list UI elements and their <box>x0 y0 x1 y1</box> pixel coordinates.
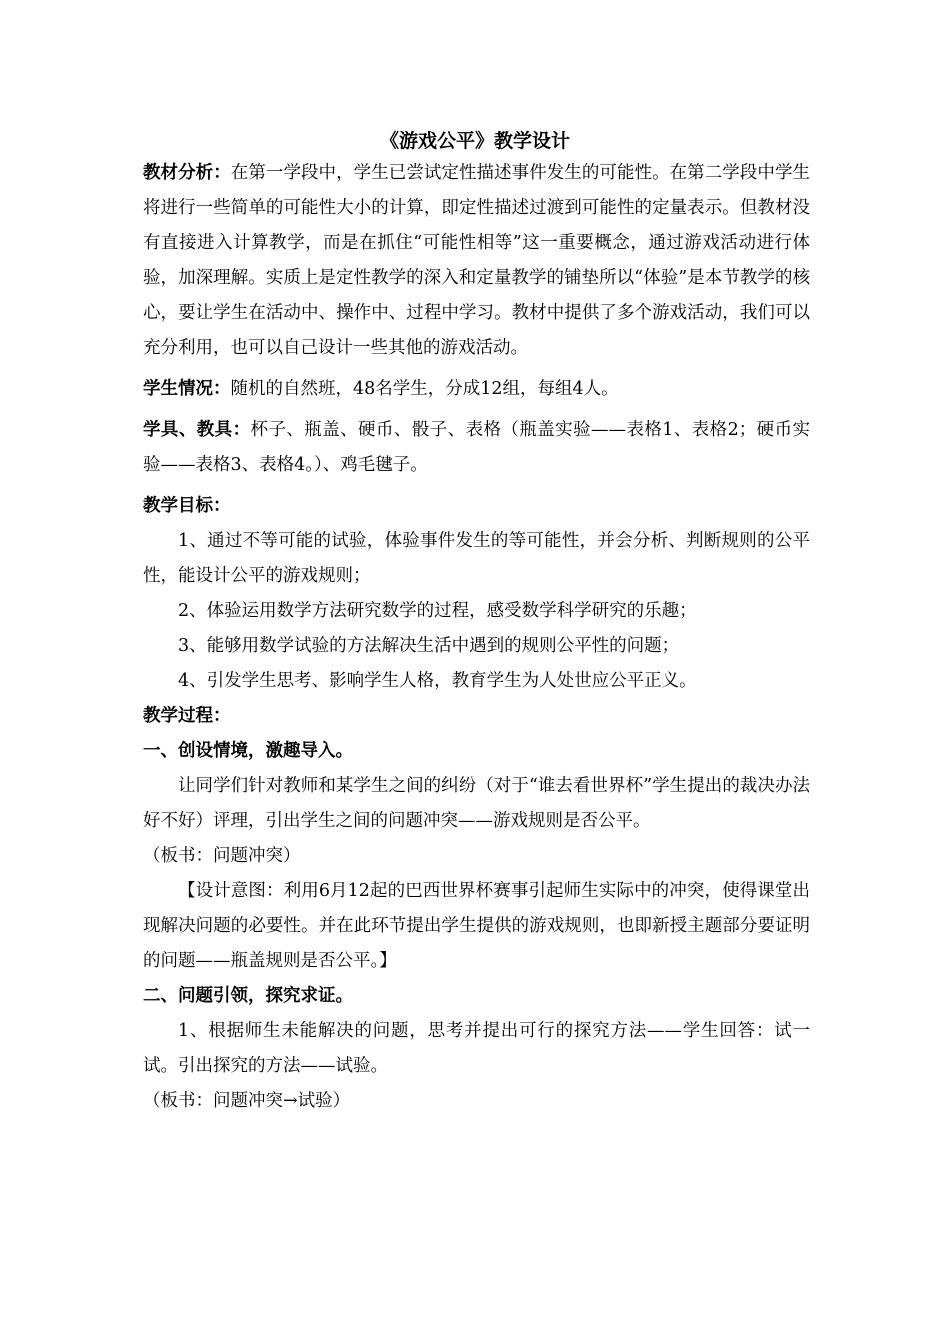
analysis-text: 在第一学段中，学生已尝试定性描述事件发生的可能性。在第二学段中学生将进行一些简单的可能性大小的计算，即定性描述过渡到可能性的定量表示。但教材没有直接进入计算教学，而是在抓住“可能性相等”这一重要概念，通过游戏活动进行体验，加深理解。实质上是定性教学的深入和定量教学的铺垫所以“体验”是本节教学的核心，要让学生在活动中、操作中、过程中学习。教材中提供了多个游戏活动，我们可以充分利用，也可以自己设计一些其他的游戏活动。 <box>143 163 811 358</box>
goal-item: 1、通过不等可能的试验，体验事件发生的等可能性，并会分析、判断规则的公平性，能设计公平的游戏规则； <box>143 531 810 586</box>
students-paragraph <box>143 372 810 407</box>
tools-text: 杯子、瓶盖、硬币、骰子、表格（瓶盖实验——表格1、表格2；硬币实验——表格3、表格4。）、鸡毛毽子。 <box>143 420 810 475</box>
goals-heading: 教学目标： <box>143 496 231 516</box>
document-body <box>143 156 810 1119</box>
section2-heading: 二、问题引领，探究求证。 <box>143 986 353 1006</box>
goal-item: 3、能够用数学试验的方法解决生活中遇到的规则公平性的问题； <box>178 636 680 656</box>
section1-board-note: （板书：问题冲突） <box>143 846 301 866</box>
students-text: 随机的自然班，48名学生，分成12组，每组4人。 <box>230 379 619 399</box>
goal-item: 2、体验运用数学方法研究数学的过程，感受数学科学研究的乐趣； <box>178 601 697 621</box>
tools-paragraph <box>143 413 810 483</box>
goal-item: 4、引发学生思考、影响学生人格，教育学生为人处世应公平正义。 <box>178 671 697 691</box>
section1-design-intent: 【设计意图：利用6月12起的巴西世界杯赛事引起师生实际中的冲突，使得课堂出现解决问题的必要性。并在此环节提出学生提供的游戏规则，也即新授主题部分要证明的问题——瓶盖规则是否公平。】 <box>143 881 810 971</box>
tools-label: 学具、教具： <box>143 420 251 440</box>
analysis-label: 教材分析： <box>143 163 231 183</box>
section2-board-note: （板书：问题冲突→试验） <box>143 1091 351 1111</box>
section2-paragraph: 1、根据师生未能解决的问题，思考并提出可行的探究方法——学生回答：试一试。引出探究的方法——试验。 <box>143 1021 810 1076</box>
students-label: 学生情况： <box>143 379 231 399</box>
analysis-paragraph <box>143 156 810 366</box>
section1-paragraph: 让同学们针对教师和某学生之间的纠纷（对于“谁去看世界杯”学生提出的裁决办法好不好）评理，引出学生之间的问题冲突——游戏规则是否公平。 <box>143 776 810 831</box>
section1-heading: 一、创设情境，激趣导入。 <box>143 741 353 761</box>
document-title: 《游戏公平》教学设计 <box>379 130 570 152</box>
process-heading: 教学过程： <box>143 706 231 726</box>
